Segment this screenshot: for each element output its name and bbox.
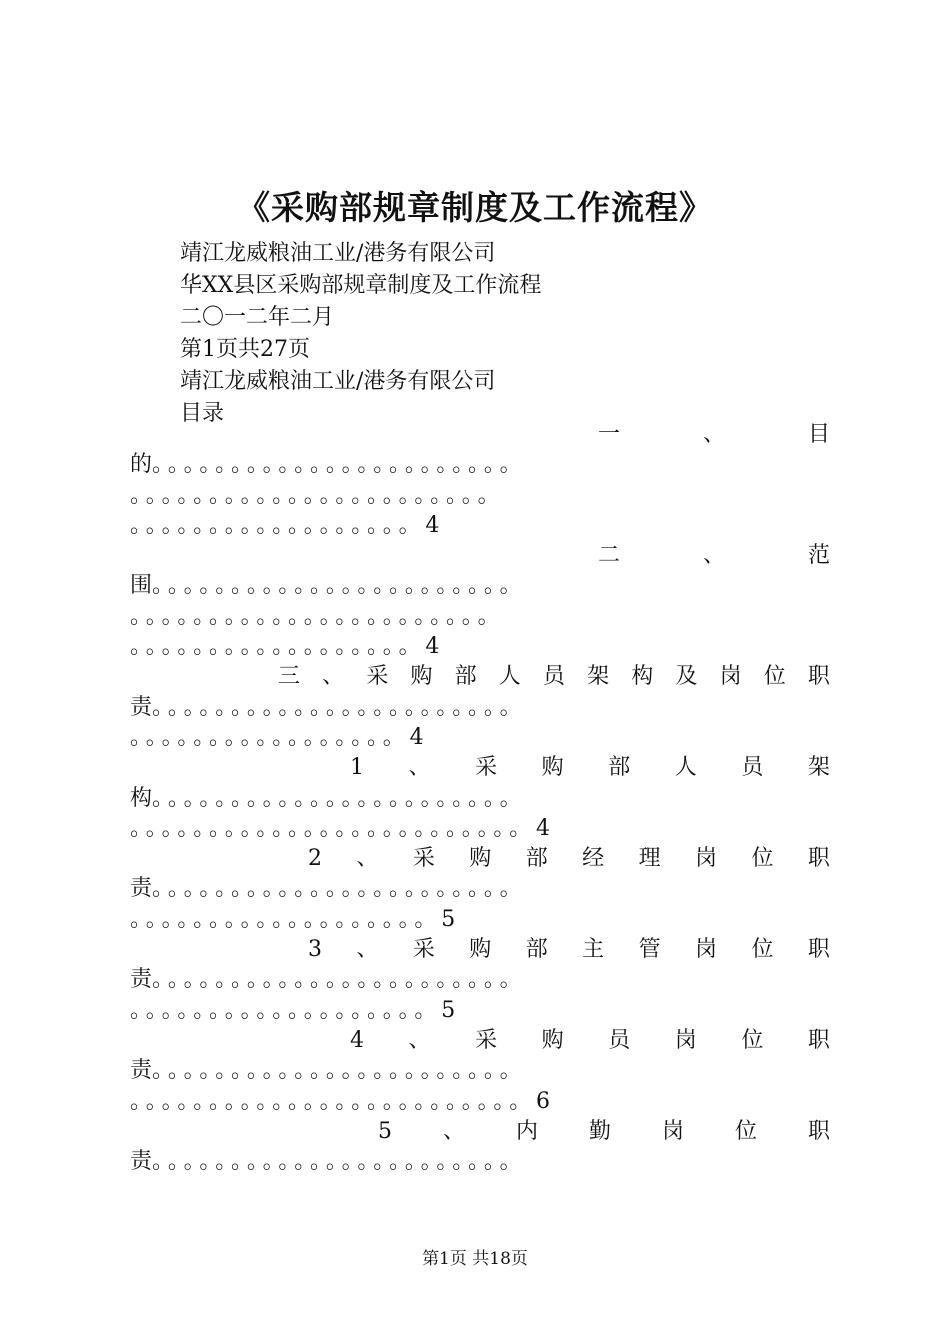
toc-leader-dots: 。。。。。。。。。。。。。。。。。。 xyxy=(130,512,426,538)
toc-leader-row xyxy=(130,481,830,511)
toc-heading-char: 理 xyxy=(638,846,661,872)
toc-heading-char: 、 xyxy=(356,846,379,872)
toc-heading-char: 架 xyxy=(587,664,610,690)
toc-entry-tail: 责 xyxy=(130,1149,153,1175)
toc-leader-dots: 。。。。。。。。。。。。。。。。。。。。。。。 xyxy=(152,452,527,478)
toc-heading-char: 采 xyxy=(366,664,389,690)
toc-heading-char: 人 xyxy=(674,755,697,781)
toc-page-number: 6 xyxy=(536,1088,551,1114)
toc-entry-heading[interactable] xyxy=(130,753,830,783)
toc-entry-heading[interactable] xyxy=(130,1117,830,1147)
toc-leader-row xyxy=(130,1147,830,1177)
toc-leader-row xyxy=(130,571,830,601)
toc-leader-row xyxy=(130,965,830,995)
toc-page-number: 5 xyxy=(441,997,456,1023)
toc-page-number: 4 xyxy=(409,724,424,750)
toc-heading-char: 及 xyxy=(675,664,698,690)
toc-leader-dots: 。。。。。。。。。。。。。。。。。。。。。。。 xyxy=(152,967,527,993)
toc-heading-char: 位 xyxy=(734,1118,757,1144)
table-of-contents xyxy=(130,420,830,1177)
toc-heading-char: 构 xyxy=(631,664,654,690)
toc-heading-char: 架 xyxy=(807,755,830,781)
toc-heading-char: 经 xyxy=(582,846,605,872)
toc-heading-char: 部 xyxy=(525,937,548,963)
toc-heading-char: 员 xyxy=(741,755,764,781)
toc-leader-row xyxy=(130,1087,830,1117)
toc-heading-char: 位 xyxy=(763,664,786,690)
toc-heading-char: 采 xyxy=(475,755,498,781)
toc-page-number: 4 xyxy=(425,512,440,538)
toc-leader-row xyxy=(130,693,830,723)
toc-heading-char: 购 xyxy=(410,664,433,690)
toc-page-number: 5 xyxy=(441,906,456,932)
toc-heading-char: 内 xyxy=(515,1118,538,1144)
toc-heading-char: 员 xyxy=(608,1027,631,1053)
toc-leader-dots: 。。。。。。。。。。。。。。。。。。。 xyxy=(130,906,442,932)
toc-heading-char: 购 xyxy=(469,937,492,963)
toc-leader-dots: 。。。。。。。。。。。。。。。。。。。。。。。 xyxy=(152,694,527,720)
toc-heading-char: 购 xyxy=(541,1027,564,1053)
toc-heading-char: 、 xyxy=(702,543,725,569)
toc-leader-dots: 。。。。。。。。。。。。。。。。。。。 xyxy=(130,997,442,1023)
toc-entry-tail: 责 xyxy=(130,1058,153,1084)
toc-entry-heading[interactable] xyxy=(130,420,830,450)
toc-heading-char: 范 xyxy=(807,543,830,569)
toc-heading-char: 职 xyxy=(807,1027,830,1053)
toc-entry-heading[interactable] xyxy=(130,662,830,692)
toc-heading-char: 3 xyxy=(308,937,322,963)
intro-block xyxy=(180,238,541,430)
toc-entry-heading[interactable] xyxy=(130,1026,830,1056)
toc-leader-row xyxy=(130,632,830,662)
toc-page-number: 4 xyxy=(425,634,440,660)
toc-heading-char: 岗 xyxy=(695,937,718,963)
toc-leader-dots: 。。。。。。。。。。。。。。。。。。。。。。。 xyxy=(152,573,527,599)
toc-leader-row xyxy=(130,996,830,1026)
toc-heading-char: 、 xyxy=(356,937,379,963)
toc-heading-char: 勤 xyxy=(588,1118,611,1144)
toc-leader-dots: 。。。。。。。。。。。。。。。。。。。。。。。。。 xyxy=(130,815,537,841)
toc-heading-char: 员 xyxy=(542,664,565,690)
toc-heading-char: 二 xyxy=(598,543,621,569)
company-name-repeat: 靖江龙威粮油工业/港务有限公司 xyxy=(180,369,496,394)
toc-heading: 目录 xyxy=(180,401,225,426)
toc-heading-char: 、 xyxy=(702,422,725,447)
toc-heading-char: 、 xyxy=(322,664,345,690)
toc-heading-char: 位 xyxy=(751,846,774,872)
toc-heading-char: 采 xyxy=(475,1027,498,1053)
toc-heading-char: 1 xyxy=(350,755,364,781)
toc-heading-char: 、 xyxy=(442,1118,465,1144)
toc-leader-dots: 。。。。。。。。。。。。。。。。。。。。。。。 xyxy=(152,1149,527,1175)
toc-heading-char: 购 xyxy=(469,846,492,872)
toc-leader-dots: 。。。。。。。。。。。。。。。。。。 xyxy=(130,634,426,660)
toc-leader-dots: 。。。。。。。。。。。。。。。。。。。。。。。 xyxy=(152,876,527,902)
toc-heading-char: 岗 xyxy=(695,846,718,872)
toc-heading-char: 5 xyxy=(378,1118,392,1144)
toc-leader-row xyxy=(130,511,830,541)
toc-heading-char: 目 xyxy=(807,422,830,447)
toc-leader-row xyxy=(130,784,830,814)
toc-heading-char: 职 xyxy=(807,1118,830,1144)
toc-leader-row xyxy=(130,450,830,480)
toc-heading-char: 位 xyxy=(751,937,774,963)
toc-leader-dots: 。。。。。。。。。。。。。。。。。。。。。。。 xyxy=(130,603,505,629)
toc-heading-char: 、 xyxy=(408,755,431,781)
toc-leader-dots: 。。。。。。。。。。。。。。。。。。。。。。。 xyxy=(152,1058,527,1084)
page-footer: 第1页 共18页 xyxy=(422,1249,528,1269)
toc-leader-row xyxy=(130,602,830,632)
toc-entry-tail: 构 xyxy=(130,785,153,811)
document-date: 二〇一二年二月 xyxy=(180,305,335,330)
toc-entry-tail: 围 xyxy=(130,573,153,599)
toc-leader-dots: 。。。。。。。。。。。。。。。。。。。。。。。。。 xyxy=(130,1088,537,1114)
document-subtitle: 华XX县区采购部规章制度及工作流程 xyxy=(180,273,542,298)
toc-heading-char: 采 xyxy=(412,846,435,872)
toc-entry-tail: 责 xyxy=(130,967,153,993)
toc-leader-row xyxy=(130,1056,830,1086)
toc-heading-char: 部 xyxy=(608,755,631,781)
toc-heading-char: 购 xyxy=(541,755,564,781)
toc-page-number: 4 xyxy=(536,815,551,841)
toc-heading-char: 主 xyxy=(582,937,605,963)
toc-heading-char: 位 xyxy=(741,1027,764,1053)
document-title: 《采购部规章制度及工作流程》 xyxy=(237,188,713,227)
toc-heading-char: 、 xyxy=(408,1027,431,1053)
toc-entry-tail: 的 xyxy=(130,452,153,478)
toc-heading-char: 岗 xyxy=(719,664,742,690)
toc-heading-char: 4 xyxy=(350,1027,364,1053)
toc-entry-heading[interactable] xyxy=(130,935,830,965)
company-name: 靖江龙威粮油工业/港务有限公司 xyxy=(180,241,496,266)
toc-entry-heading[interactable] xyxy=(130,844,830,874)
toc-leader-dots: 。。。。。。。。。。。。。。。。。 xyxy=(130,724,410,750)
toc-leader-row xyxy=(130,814,830,844)
toc-heading-char: 岗 xyxy=(661,1118,684,1144)
toc-heading-char: 一 xyxy=(598,422,621,447)
toc-heading-char: 三 xyxy=(278,664,301,690)
toc-heading-char: 部 xyxy=(454,664,477,690)
toc-entry-heading[interactable] xyxy=(130,541,830,571)
toc-leader-row xyxy=(130,905,830,935)
toc-leader-dots: 。。。。。。。。。。。。。。。。。。。。。。。 xyxy=(130,482,505,508)
page-indicator: 第1页共27页 xyxy=(180,337,310,362)
toc-heading-char: 职 xyxy=(807,664,830,690)
toc-leader-row xyxy=(130,874,830,904)
toc-heading-char: 职 xyxy=(807,937,830,963)
toc-heading-char: 岗 xyxy=(674,1027,697,1053)
toc-leader-dots: 。。。。。。。。。。。。。。。。。。。。。。。 xyxy=(152,785,527,811)
toc-heading-char: 职 xyxy=(807,846,830,872)
toc-entry-tail: 责 xyxy=(130,694,153,720)
toc-heading-char: 采 xyxy=(412,937,435,963)
toc-leader-row xyxy=(130,723,830,753)
toc-heading-char: 人 xyxy=(498,664,521,690)
toc-heading-char: 管 xyxy=(638,937,661,963)
toc-entry-tail: 责 xyxy=(130,876,153,902)
toc-heading-char: 2 xyxy=(308,846,322,872)
toc-heading-char: 部 xyxy=(525,846,548,872)
